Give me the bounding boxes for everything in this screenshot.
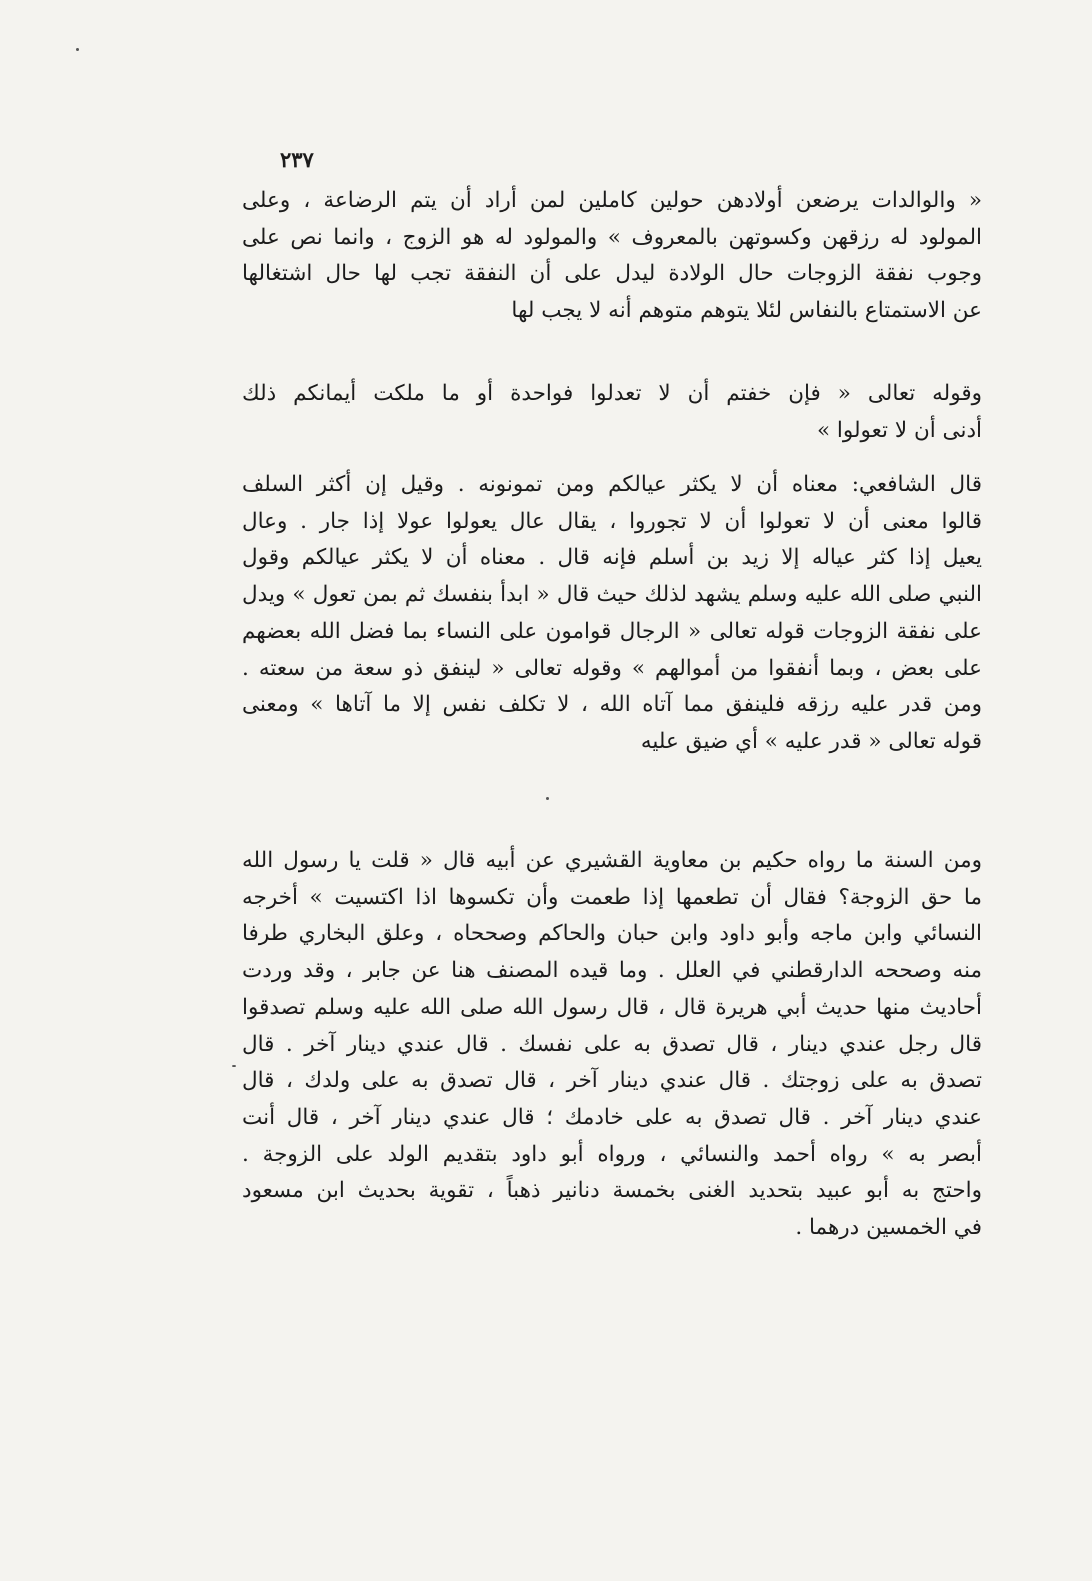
page-number: ٢٣٧ bbox=[280, 147, 314, 172]
text-line: وجوب نفقة الزوجات حال الولادة ليدل على أن النفقة تجب لها حال اشتغالها bbox=[242, 261, 982, 287]
text-line: « والوالدات يرضعن أولادهن حولين كاملين لمن أراد أن يتم الرضاعة ، وعلى bbox=[242, 188, 982, 213]
text-line: أحاديث منها حديث أبي هريرة قال ، قال رسول الله صلى الله عليه وسلم تصدقوا bbox=[242, 994, 982, 1020]
paper-speck bbox=[546, 797, 549, 800]
text-line: عن الاستمتاع بالنفاس لئلا يتوهم متوهم أنه لا يجب لها bbox=[511, 298, 982, 324]
paragraph-2 bbox=[242, 376, 982, 449]
text-line: قوله تعالى « قدر عليه » أي ضيق عليه bbox=[640, 728, 982, 754]
text-line: وقوله تعالى « فإن خفتم أن لا تعدلوا فواحدة أو ما ملكت أيمانكم ذلك bbox=[242, 381, 982, 406]
text-line: أبصر به » رواه أحمد والنسائي ، ورواه أبو داود بتقديم الولد على الزوجة . bbox=[242, 1141, 982, 1167]
text-line: تصدق به على زوجتك . قال عندي دينار آخر ، قال تصدق به على ولدك ، قال bbox=[242, 1068, 982, 1094]
paragraph-4 bbox=[242, 843, 982, 1247]
text-line: قال رجل عندي دينار ، قال تصدق به على نفسك . قال عندي دينار آخر . قال bbox=[242, 1031, 982, 1057]
paper-speck bbox=[76, 48, 79, 51]
paragraph-3 bbox=[242, 467, 982, 761]
text-line: المولود له رزقهن وكسوتهن بالمعروف » والمولود له هو الزوج ، وانما نص على bbox=[242, 224, 982, 250]
text-line: ومن السنة ما رواه حكيم بن معاوية القشيري عن أبيه قال « قلت يا رسول الله bbox=[242, 848, 982, 873]
paragraph-1 bbox=[242, 183, 982, 330]
text-line: منه وصححه الدارقطني في العلل . وما قيده المصنف هنا عن جابر ، وقد وردت bbox=[242, 958, 982, 984]
text-line: النسائي وابن ماجه وأبو داود وابن حبان والحاكم وصححاه ، وعلق البخاري طرفا bbox=[242, 921, 982, 947]
text-line: ومن قدر عليه رزقه فلينفق مما آتاه الله ، لا تكلف نفس إلا ما آتاها » ومعنى bbox=[242, 692, 982, 718]
text-line: على نفقة الزوجات قوله تعالى « الرجال قوامون على النساء بما فضل الله بعضهم bbox=[242, 618, 982, 644]
text-line: واحتج به أبو عبيد بتحديد الغنى بخمسة دنانير ذهباً ، تقوية بحديث ابن مسعود bbox=[242, 1178, 982, 1204]
paper-speck bbox=[232, 1065, 236, 1067]
text-line: يعيل إذا كثر عياله إلا زيد بن أسلم فإنه قال . معناه أن لا يكثر عيالكم وقول bbox=[242, 545, 982, 571]
text-line: أدنى أن لا تعولوا » bbox=[816, 417, 982, 443]
text-line: على بعض ، وبما أنفقوا من أموالهم » وقوله تعالى « لينفق ذو سعة من سعته . bbox=[242, 655, 982, 681]
text-line: ما حق الزوجة؟ فقال أن تطعمها إذا طعمت وأن تكسوها اذا اكتسيت » أخرجه bbox=[242, 884, 982, 910]
text-line: في الخمسين درهما . bbox=[795, 1215, 982, 1241]
text-line: قالوا معنى أن لا تعولوا أن لا تجوروا ، يقال عال يعولوا عولا إذا جار . وعال bbox=[242, 508, 982, 534]
text-line: عندي دينار آخر . قال تصدق به على خادمك ؛ قال عندي دينار آخر ، قال أنت bbox=[242, 1104, 982, 1130]
text-line: النبي صلى الله عليه وسلم يشهد لذلك حيث قال « ابدأ بنفسك ثم بمن تعول » ويدل bbox=[242, 582, 982, 608]
text-line: قال الشافعي: معناه أن لا يكثر عيالكم ومن تمونونه . وقيل إن أكثر السلف bbox=[242, 472, 982, 497]
